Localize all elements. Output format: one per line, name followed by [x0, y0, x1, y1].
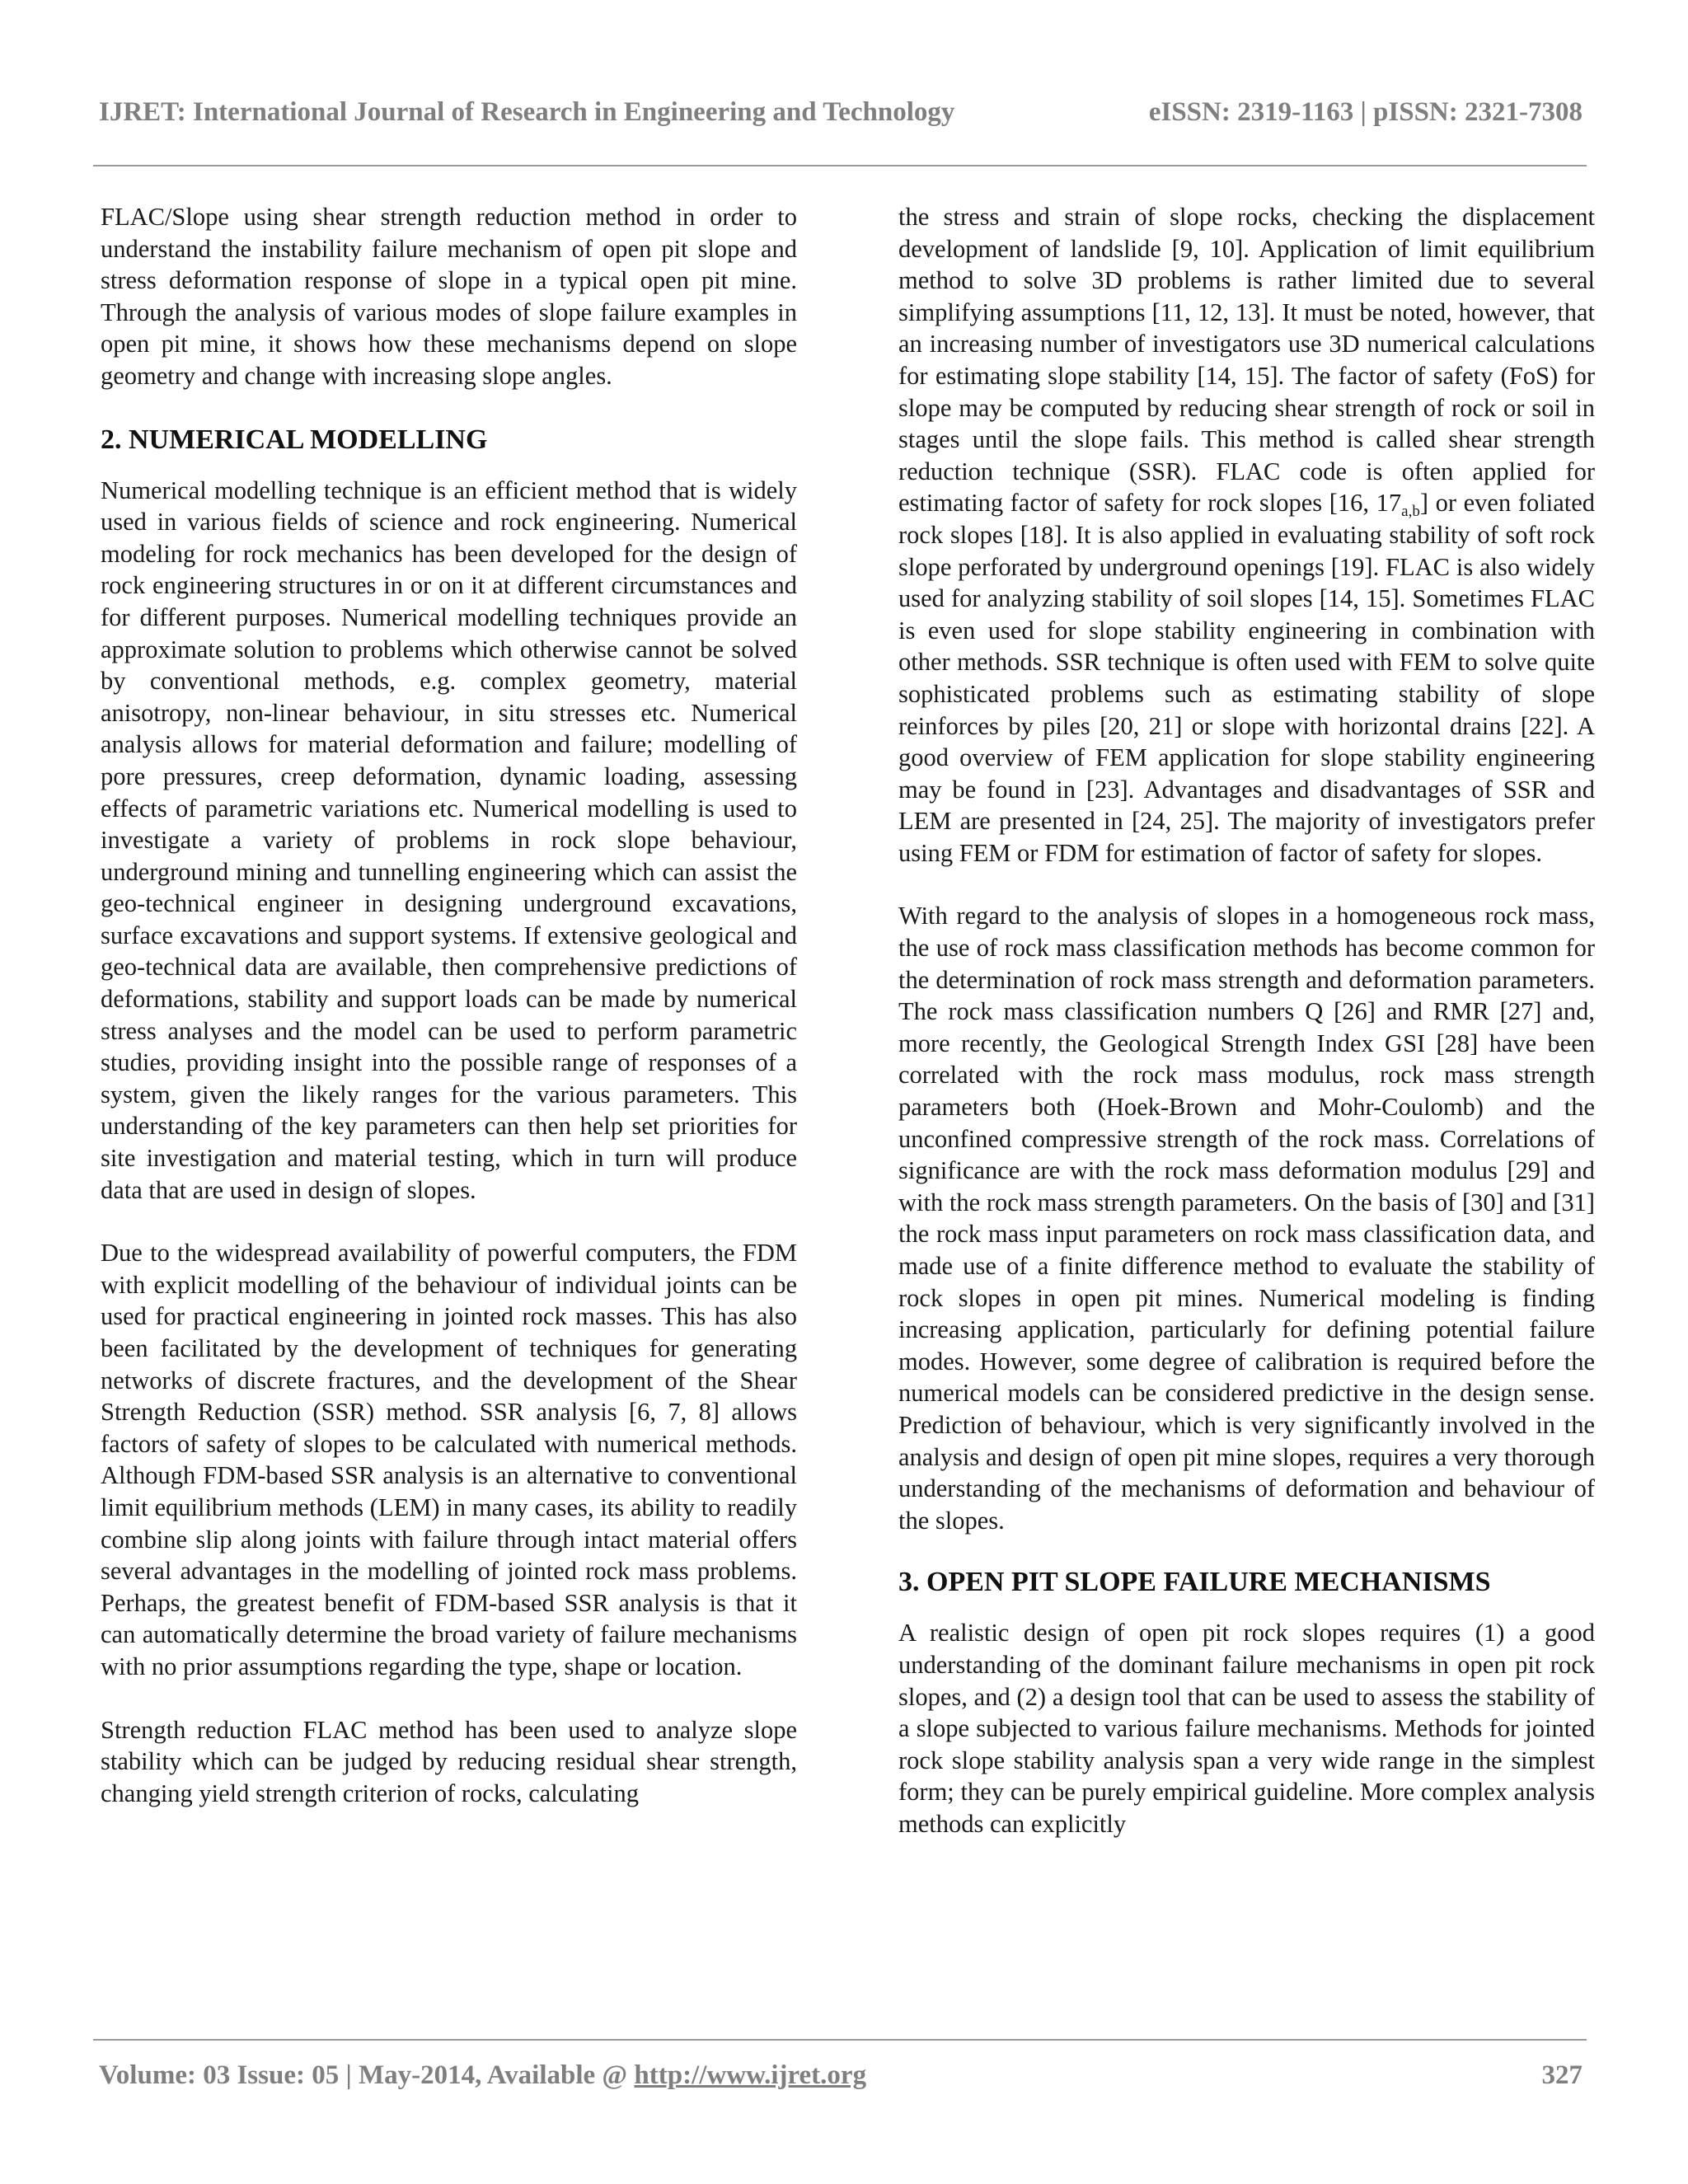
right-column: [898, 201, 1595, 1840]
journal-url-link[interactable]: http://www.ijret.org: [634, 2060, 867, 2090]
paragraph-text-after-subscript: ] or even foliated rock slopes [18]. It is also applied in evaluating stability of soft rock slope perforated by underground openings [19]. FLAC is also widely used for analyzing stability of soil slopes [14, 15]. Sometimes FLAC is even used for slope stability engineering in combination with other methods. SSR technique is often used with FEM to solve quite sophisticated problems such as estimating stability of slope reinforces by piles [20, 21] or slope with horizontal drains [22]. A good overview of FEM application for slope stability engineering may be found in [23]. Advantages and disadvantages of SSR and LEM are presented in [24, 25]. The majority of investigators prefer using FEM or FDM for estimation of factor of safety for slopes.: [898, 489, 1595, 867]
paragraph-text-before-subscript: the stress and strain of slope rocks, checking the displacement development of landslide [9, 10]. Application of limit equilibrium method to solve 3D problems is rather limited due to several simplifying assumptions [11, 12, 13]. It must be noted, however, that an increasing number of investigators use 3D numerical calculations for estimating slope stability [14, 15]. The factor of safety (FoS) for slope may be computed by reducing shear strength of rock or soil in stages until the slope fails. This method is called shear strength reduction technique (SSR). FLAC code is often applied for estimating factor of safety for rock slopes [16, 17: [898, 203, 1595, 518]
running-header: [99, 97, 1582, 137]
section-2-paragraph-5: With regard to the analysis of slopes in a homogeneous rock mass, the use of rock mass classification methods has become common for the determination of rock mass strength and deformation parameters. The rock mass classification numbers Q [26] and RMR [27] and, more recently, the Geological Strength Index GSI [28] have been correlated with the rock mass modulus, rock mass strength parameters both (Hoek-Brown and Mohr-Coulomb) and the unconfined compressive strength of the rock mass. Correlations of significance are with the rock mass deformation modulus [29] and with the rock mass strength parameters. On the basis of [30] and [31] the rock mass input parameters on rock mass classification data, and made use of a finite difference method to evaluate the stability of rock slopes in open pit mines. Numerical modeling is finding increasing application, particularly for defining potential failure modes. However, some degree of calibration is required before the numerical models can be considered predictive in the design sense. Prediction of behaviour, which is very significantly involved in the analysis and design of open pit mine slopes, requires a very thorough understanding of the mechanisms of deformation and behaviour of the slopes.: [898, 902, 1595, 1535]
subscript-ab: a,b: [1401, 503, 1420, 521]
journal-title: IJRET: International Journal of Research in Engineering and Technology: [99, 97, 955, 127]
section-2-paragraph-2: Due to the widespread availability of powerful computers, the FDM with explicit modelling of the behaviour of individual joints can be used for practical engineering in jointed rock masses. This has also been facilitated by the development of techniques for generating networks of discrete fractures, and the development of the Shear Strength Reduction (SSR) method. SSR analysis [6, 7, 8] allows factors of safety of slopes to be calculated with numerical methods. Although FDM-based SSR analysis is an alternative to conventional limit equilibrium methods (LEM) in many cases, its ability to readily combine slip along joints with failure through intact material offers several advantages in the modelling of jointed rock mass problems. Perhaps, the greatest benefit of FDM-based SSR analysis is that it can automatically determine the broad variety of failure mechanisms with no prior assumptions regarding the type, shape or location.: [101, 1239, 797, 1680]
section-2-paragraph-4: [898, 201, 1595, 869]
section-3-heading: 3. OPEN PIT SLOPE FAILURE MECHANISMS: [898, 1567, 1491, 1598]
intro-paragraph-tail: FLAC/Slope using shear strength reduction method in order to understand the instability failure mechanism of open pit slope and stress deformation response of slope in a typical open pit mine. Through the analysis of various modes of slope failure examples in open pit mine, it shows how these mechanisms depend on slope geometry and change with increasing slope angles.: [101, 203, 797, 390]
section-2-paragraph-1: Numerical modelling technique is an efficient method that is widely used in various fields of science and rock engineering. Numerical modeling for rock mechanics has been developed for the design of rock engineering structures in or on it at different circumstances and for different purposes. Numerical modelling techniques provide an approximate solution to problems which otherwise cannot be solved by conventional methods, e.g. complex geometry, material anisotropy, non-linear behaviour, in situ stresses etc. Numerical analysis allows for material deformation and failure; modelling of pore pressures, creep deformation, dynamic loading, assessing effects of parametric variations etc. Numerical modelling is used to investigate a variety of problems in rock slope behaviour, underground mining and tunnelling engineering which can assist the geo-technical engineer in designing underground excavations, surface excavations and support systems. If extensive geological and geo-technical data are available, then comprehensive predictions of deformations, stability and support loads can be made by numerical stress analyses and the model can be used to perform parametric studies, providing insight into the possible range of responses of a system, given the likely ranges for the various parameters. This understanding of the key parameters can then help set priorities for site investigation and material testing, which in turn will produce data that are used in design of slopes.: [101, 476, 797, 1204]
volume-info: [99, 2060, 866, 2091]
footer-divider: [93, 2039, 1587, 2041]
issn-line: eISSN: 2319-1163 | pISSN: 2321-7308: [1148, 97, 1582, 127]
section-2-paragraph-3: Strength reduction FLAC method has been used to analyze slope stability which can be judged by reducing residual shear strength, changing yield strength criterion of rocks, calculating: [101, 1715, 797, 1807]
header-divider: [93, 165, 1587, 166]
page-footer: [99, 2060, 1582, 2100]
section-2-heading: 2. NUMERICAL MODELLING: [101, 424, 488, 455]
volume-text: Volume: 03 Issue: 05 | May-2014, Available @: [99, 2060, 635, 2090]
section-3-paragraph-1: A realistic design of open pit rock slopes requires (1) a good understanding of the dominant failure mechanisms in open pit rock slopes, and (2) a design tool that can be used to assess the stability of a slope subjected to various failure mechanisms. Methods for jointed rock slope stability analysis span a very wide range in the simplest form; they can be purely empirical guideline. More complex analysis methods can explicitly: [898, 1619, 1595, 1838]
left-column: [101, 201, 797, 1809]
page-number: 327: [1541, 2060, 1582, 2090]
